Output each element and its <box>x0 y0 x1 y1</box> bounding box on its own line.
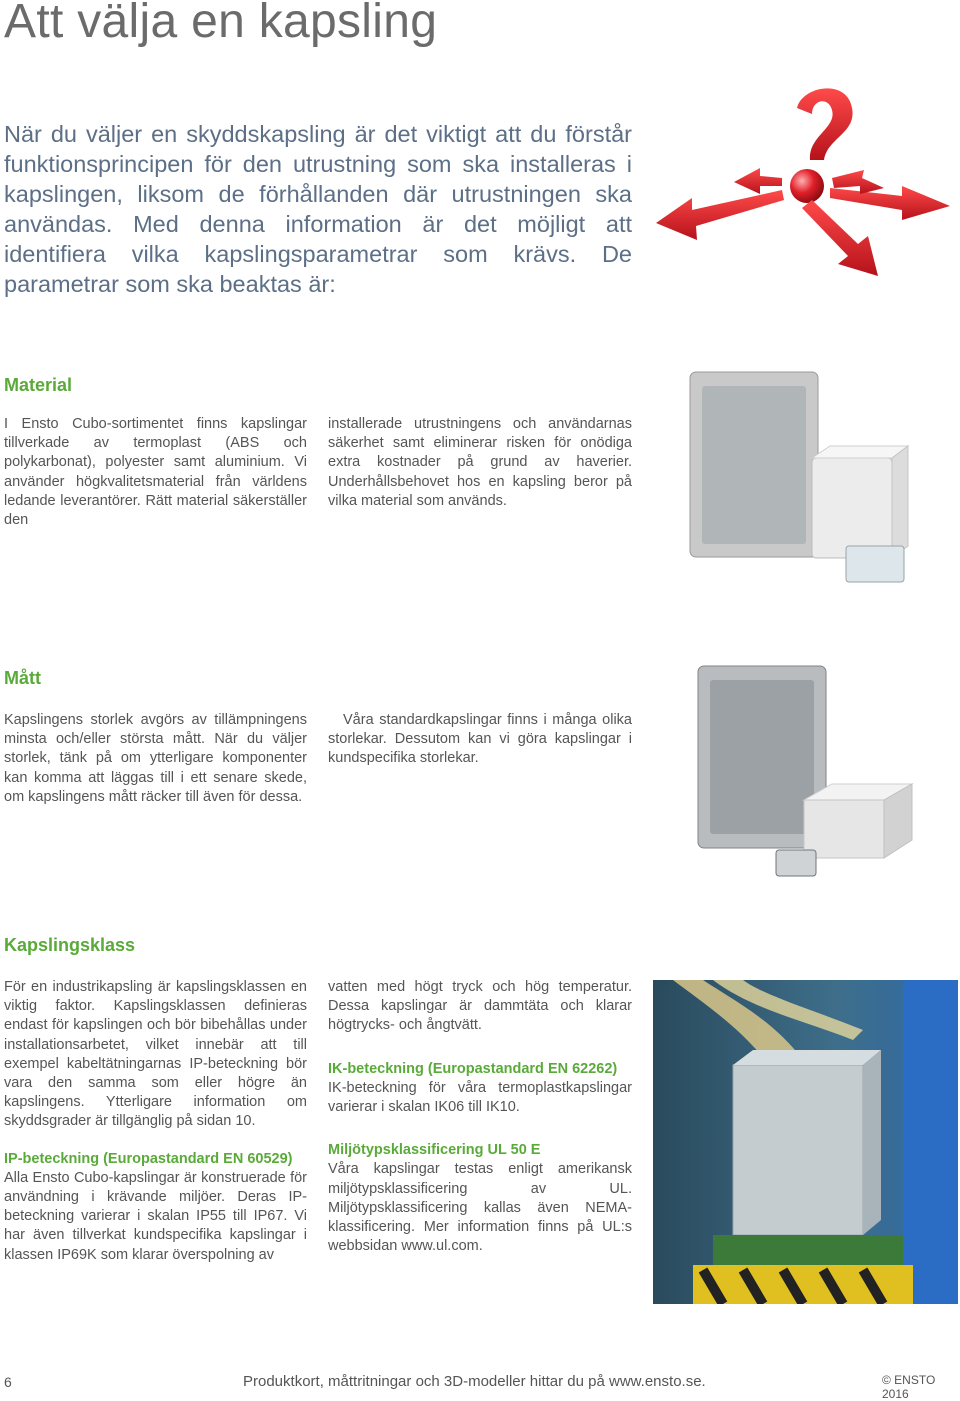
intro-text: När du väljer en skyddskapsling är det viktigt att du förstår funktionsprincipen för den utrustning som ska installeras i kapslingen, liksom de förhållanden där utrustningen ska användas. Med denna information är det möjligt att identifiera vilka kapslingsparametrar som krävs. De parametrar som ska beaktas är: <box>4 121 632 297</box>
ip-text: Alla Ensto Cubo-kapslingar är konstruerade för användning i krävande miljöer. Deras IP-beteckning varierar i skalan IP55 till IP67. Vi har även tillverkat kundspecifika kapslingar i klassen IP69K som klarar överspolning av <box>4 1169 307 1263</box>
enclosures-image-material <box>650 362 956 592</box>
kapslingsklass-col1 <box>4 978 307 1265</box>
ik-text: IK-beteckning för våra termoplastkapslingar varierar i skalan IK06 till IK10. <box>328 1079 632 1116</box>
matt-text-col1: Kapslingens storlek avgörs av tillämpningens minsta och/eller största mått. När du väljer storlek, tänk på om ytterligare komponenter kan komma att läggas till i ett senare skede, om kapslingens mått räcker till även för dessa. <box>4 712 307 805</box>
material-text-col2: installerade utrustningens och användarnas säkerhet samt eliminerar risken för onödiga extra kostnader på grund av haverier. Underhållsbehovet hos en kapsling beror på vilka material som används. <box>328 416 632 509</box>
matt-heading: Mått <box>4 668 41 688</box>
water-test-photo <box>653 980 958 1304</box>
ul-heading: Miljötypsklassificering UL 50 E <box>328 1142 541 1159</box>
enclosures-image-matt <box>650 660 956 882</box>
kapslingsklass-heading: Kapslingsklass <box>4 935 136 955</box>
matt-text-col2: Våra standardkapslingar finns i många olika storlekar. Dessutom kan vi göra kapslingar i kundspecifika storlekar. <box>328 712 632 767</box>
page-title: Att välja en kapsling <box>4 0 438 48</box>
kapslingsklass-col2 <box>328 978 632 1256</box>
footer-text: Produktkort, måttritningar och 3D-modeller hittar du på www.ensto.se. <box>243 1373 706 1390</box>
kapslingsklass-text: För en industrikapsling är kapslingsklassen en viktig faktor. Kapslingsklassen definieras endast för kapslingen och bör bibehållas under installationsarbetet, vilket innebär att till exempel kabeltätningarnas IP-beteckning bör vara den samma som eller högre än kapslingens. Ytterligare information om skyddsgrader är tillgänglig på sidan 10. <box>4 979 307 1130</box>
question-arrows-illustration <box>652 78 954 290</box>
ik-heading: IK-beteckning (Europastandard EN 62262) <box>328 1060 618 1077</box>
footer-copyright: © ENSTO 2016 <box>882 1373 936 1401</box>
material-heading: Material <box>4 375 73 395</box>
ball-icon <box>790 169 824 203</box>
kapslingsklass-text-cont: vatten med högt tryck och hög temperatur. Dessa kapslingar är dammtäta och klarar högtrycks- och ångtvätt. <box>328 979 632 1034</box>
page-number: 6 <box>4 1374 12 1390</box>
question-mark-icon <box>797 88 853 160</box>
material-text-col1: I Ensto Cubo-sortimentet finns kapslingar tillverkade av termoplast (ABS och polykarbonat), polyester samt aluminium. Vi använder högkvalitetsmaterial från världens ledande leverantörer. Rätt material säkerställer den <box>4 416 307 529</box>
ip-heading: IP-beteckning (Europastandard EN 60529) <box>4 1150 293 1167</box>
ul-text: Våra kapslingar testas enligt amerikansk miljötypsklassificering av UL. Miljötypsklassificering kallas även NEMA-klassificering. Mer information finns på UL:s webbsidan www.ul.com. <box>328 1161 632 1255</box>
